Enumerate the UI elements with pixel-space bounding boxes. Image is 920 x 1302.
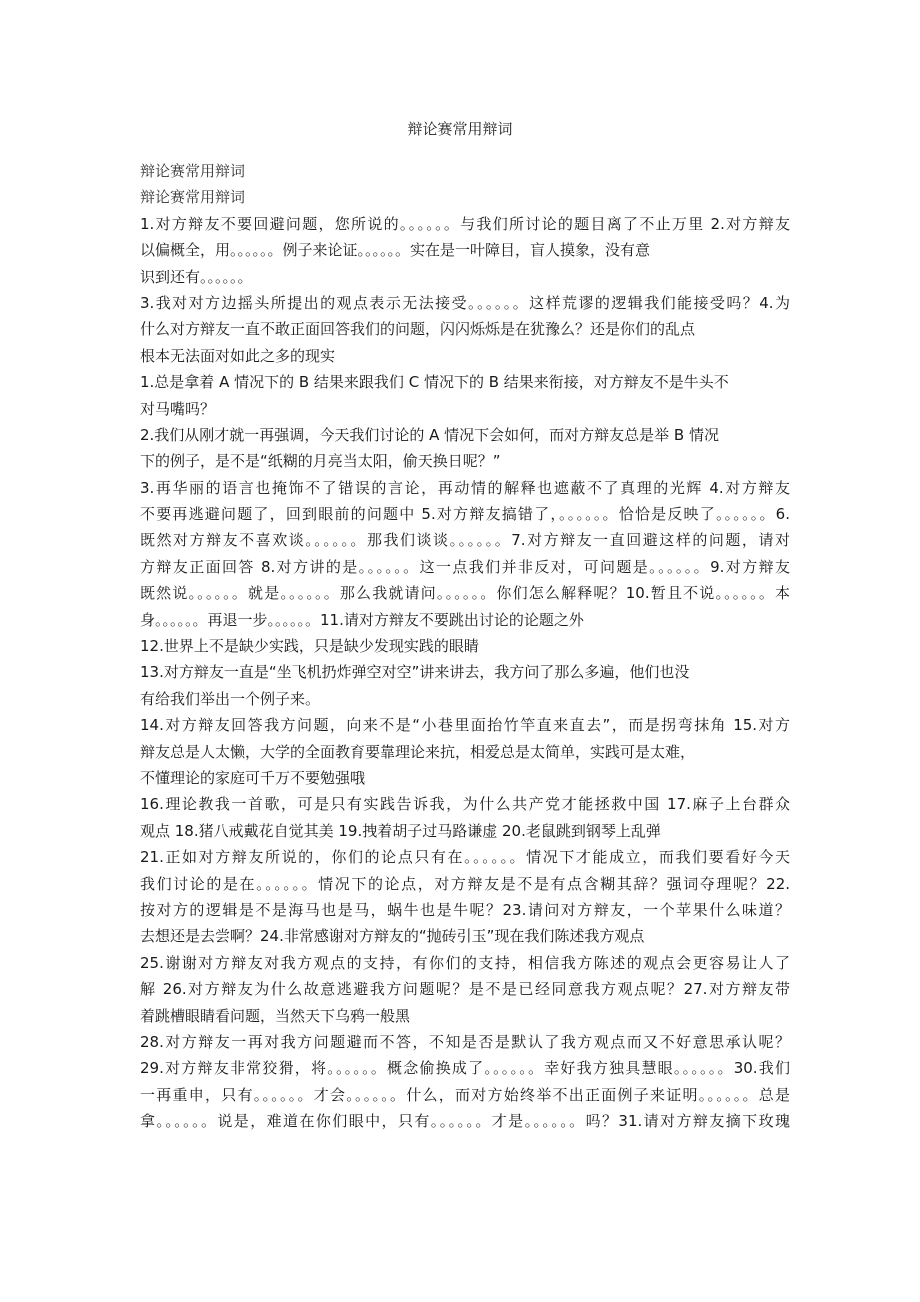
text-line: 1.总是拿着 A 情况下的 B 结果来跟我们 C 情况下的 B 结果来衔接，对方辩友不是牛头不 xyxy=(140,373,729,392)
text-line: 21.正如对方辩友所说的，你们的论点只有在。。。。。。情况下才能成立，而我们要看好今天 xyxy=(140,848,790,867)
text-line: 既然说。。。。。。就是。。。。。。那么我就请问。。。。。。你们怎么解释呢？10.暂且不说。。。。。。本 xyxy=(140,584,790,603)
text-line: 识到还有。。。。。。 xyxy=(140,267,253,286)
text-line: 身。。。。。。再退一步。。。。。。11.请对方辩友不要跳出讨论的论题之外 xyxy=(140,610,584,629)
text-line: 不懂理论的家庭可千万不要勉强哦 xyxy=(140,768,366,787)
text-line: 着跳槽眼睛看问题，当然天下乌鸦一般黑 xyxy=(140,1006,411,1025)
text-line: 3.再华丽的语言也掩饰不了错误的言论，再动情的解释也遮蔽不了真理的光辉 4.对方辩友 xyxy=(140,478,790,497)
text-line: 解 26.对方辩友为什么故意逃避我方问题呢？是不是已经同意我方观点呢？27.对方辩友带 xyxy=(140,980,790,999)
text-line: 以偏概全，用。。。。。。例子来论证。。。。。。实在是一叶障目，盲人摸象，没有意 xyxy=(140,241,651,260)
text-line: 下的例子，是不是“纸糊的月亮当太阳，偷天换日呢？” xyxy=(140,452,501,471)
text-line: 对马嘴吗？ xyxy=(140,399,216,418)
text-line: 既然对方辩友不喜欢谈。。。。。。那我们谈谈。。。。。。7.对方辩友一直回避这样的问题，请对 xyxy=(140,531,790,550)
text-line: 16.理论教我一首歌，可是只有实践告诉我，为什么共产党才能拯救中国 17.麻子上台群众 xyxy=(140,795,790,814)
text-line: 12.世界上不是缺少实践，只是缺少发现实践的眼睛 xyxy=(140,637,479,656)
text-line: 按对方的逻辑是不是海马也是马，蜗牛也是牛呢？23.请问对方辩友，一个苹果什么味道？ xyxy=(140,900,790,919)
text-line: 什么对方辩友一直不敢正面回答我们的问题，闪闪烁烁是在犹豫么？还是你们的乱点 xyxy=(140,320,696,339)
text-line: 13.对方辩友一直是“坐飞机扔炸弹空对空”讲来讲去，我方问了那么多遍，他们也没 xyxy=(140,663,690,682)
text-line: 辩友总是人太懒，大学的全面教育要靠理论来抗，相爱总是太简单，实践可是太难， xyxy=(140,742,696,761)
text-line: 辩论赛常用辩词 xyxy=(140,188,246,207)
text-line: 2.我们从刚才就一再强调，今天我们讨论的 A 情况下会如何，而对方辩友总是举 B 情况 xyxy=(140,425,719,444)
text-line: 3.我对对方边摇头所提出的观点表示无法接受。。。。。。这样荒谬的逻辑我们能接受吗？4.为 xyxy=(140,293,790,312)
text-line: 根本无法面对如此之多的现实 xyxy=(140,346,336,365)
text-line: 28.对方辩友一再对我方问题避而不答，不知是否是默认了我方观点而又不好意思承认呢？ xyxy=(140,1032,790,1051)
text-line: 25.谢谢对方辩友对我方观点的支持，有你们的支持，相信我方陈述的观点会更容易让人了 xyxy=(140,953,790,972)
text-line: 观点 18.猪八戒戴花自觉其美 19.拽着胡子过马路谦虚 20.老鼠跳到钢琴上乱弹 xyxy=(140,821,661,840)
text-line: 去想还是去尝啊？24.非常感谢对方辩友的“抛砖引玉”现在我们陈述我方观点 xyxy=(140,927,645,946)
document-body xyxy=(140,158,790,1134)
text-line: 拿。。。。。。说是，难道在你们眼中，只有。。。。。。才是。。。。。。吗？31.请对方辩友摘下玫瑰 xyxy=(140,1112,790,1131)
text-line: 有给我们举出一个例子来。 xyxy=(140,689,321,708)
text-line: 14.对方辩友回答我方问题，向来不是“小巷里面抬竹竿直来直去”，而是拐弯抹角 15.对方 xyxy=(140,716,790,735)
text-line: 29.对方辩友非常狡猾，将。。。。。。概念偷换成了。。。。。。幸好我方独具慧眼。。。。。。30.我们 xyxy=(140,1059,790,1078)
text-line: 不要再逃避问题了，回到眼前的问题中 5.对方辩友搞错了，。。。。。。恰恰是反映了。。。。。。6. xyxy=(140,505,790,524)
text-line: 一再重申，只有。。。。。。才会。。。。。。什么，而对方始终举不出正面例子来证明。。。。。。总是 xyxy=(140,1085,790,1104)
document-title: 辩论赛常用辩词 xyxy=(407,120,513,138)
text-line: 辩论赛常用辩词 xyxy=(140,162,246,180)
text-line: 我们讨论的是在。。。。。。情况下的论点，对方辩友是不是有点含糊其辞？强词夺理呢？22. xyxy=(140,874,790,893)
text-line: 方辩友正面回答 8.对方讲的是。。。。。。这一点我们并非反对，可问题是。。。。。。9.对方辩友 xyxy=(140,557,790,576)
text-line: 1.对方辩友不要回避问题，您所说的。。。。。。与我们所讨论的题目离了不止万里 2.对方辩友 xyxy=(140,214,790,233)
